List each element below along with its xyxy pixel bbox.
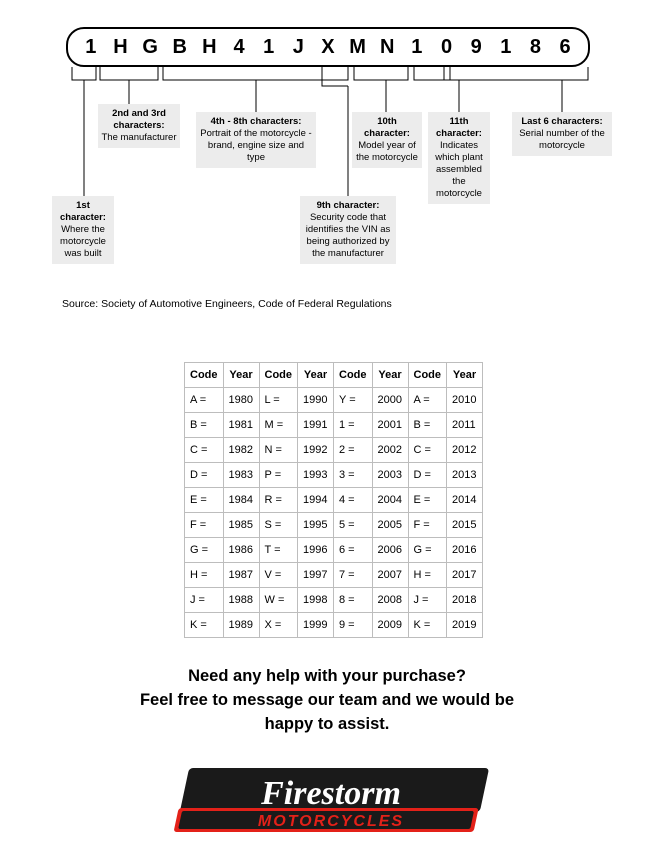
cell-code: H = [185,563,224,588]
cell-code: F = [408,513,447,538]
cell-code: X = [259,613,298,638]
logo-subtitle: MOTORCYCLES [257,813,405,830]
help-message [60,664,594,736]
callout-title: 4th - 8th characters: [210,116,302,127]
cell-code: G = [185,538,224,563]
callout-title: Last 6 characters: [521,116,603,127]
cell-year: 1982 [223,438,259,463]
cell-code: 2 = [334,438,373,463]
table-row [185,438,483,463]
callout-title: 9th character: [316,200,380,211]
callout-body: Portrait of the motorcycle - brand, engine size and type [200,128,312,163]
vin-char: 9 [470,35,482,58]
cell-year: 1994 [298,488,334,513]
cell-code: W = [259,588,298,613]
callout-tenth-character [352,112,422,168]
cell-year: 2019 [447,613,483,638]
cell-code: A = [185,388,224,413]
callout-body: Model year of the motorcycle [356,140,418,163]
cell-year: 2000 [372,388,408,413]
cell-code: 3 = [334,463,373,488]
cell-year: 1993 [298,463,334,488]
column-header: Code [185,363,224,388]
table-row [185,388,483,413]
cell-code: T = [259,538,298,563]
cell-year: 2008 [372,588,408,613]
table-row [185,538,483,563]
column-header: Year [298,363,334,388]
vin-char: 4 [233,35,245,58]
callout-title: 11th character: [436,116,482,139]
table-row [185,588,483,613]
callout-eleventh-character [428,112,490,204]
cell-year: 2016 [447,538,483,563]
cell-year: 1984 [223,488,259,513]
table-row [185,613,483,638]
firestorm-motorcycles-logo [168,764,494,840]
cell-code: J = [408,588,447,613]
vin-char: H [202,35,217,58]
cell-code: A = [408,388,447,413]
callout-body: Serial number of the motorcycle [519,128,605,151]
cell-year: 2012 [447,438,483,463]
cell-year: 2009 [372,613,408,638]
callout-first-character [52,196,114,264]
callout-body: Security code that identifies the VIN as being authorized by the manufacturer [305,212,391,259]
cell-code: N = [259,438,298,463]
cell-code: 8 = [334,588,373,613]
cell-code: 9 = [334,613,373,638]
vin-char: J [292,35,304,58]
cell-code: L = [259,388,298,413]
vin-char: N [380,35,395,58]
cell-year: 1981 [223,413,259,438]
table-row [185,413,483,438]
callout-body: The manufacturer [101,132,177,143]
year-code-table-wrapper [184,362,483,638]
cell-code: S = [259,513,298,538]
vin-char: 6 [559,35,571,58]
year-code-table [184,362,483,638]
cell-code: P = [259,463,298,488]
cell-year: 1999 [298,613,334,638]
table-header-row [185,363,483,388]
help-line-1: Need any help with your purchase? [188,667,466,685]
vin-char: 0 [440,35,453,58]
cell-year: 1995 [298,513,334,538]
vin-char: G [142,35,158,58]
help-line-2: Feel free to message our team and we would be [139,691,515,709]
cell-code: R = [259,488,298,513]
column-header: Year [447,363,483,388]
cell-code: K = [408,613,447,638]
cell-year: 2002 [372,438,408,463]
cell-code: 7 = [334,563,373,588]
cell-year: 1983 [223,463,259,488]
cell-code: B = [185,413,224,438]
help-line-3: happy to assist. [264,715,390,733]
cell-year: 2010 [447,388,483,413]
cell-year: 2005 [372,513,408,538]
table-row [185,563,483,588]
cell-year: 1990 [298,388,334,413]
vin-char: 1 [85,35,97,58]
callout-ninth-character [300,196,396,264]
cell-year: 2001 [372,413,408,438]
vin-char: M [349,35,366,58]
cell-code: C = [185,438,224,463]
column-header: Code [408,363,447,388]
cell-code: D = [408,463,447,488]
cell-code: V = [259,563,298,588]
cell-year: 2017 [447,563,483,588]
logo-name: Firestorm [261,775,401,812]
column-header: Year [372,363,408,388]
cell-year: 2013 [447,463,483,488]
vin-char: B [172,35,187,58]
cell-code: K = [185,613,224,638]
cell-code: 1 = [334,413,373,438]
cell-code: E = [185,488,224,513]
vin-char: 1 [411,35,423,58]
cell-code: 5 = [334,513,373,538]
cell-year: 1998 [298,588,334,613]
column-header: Code [334,363,373,388]
cell-year: 2004 [372,488,408,513]
callout-second-third-characters [98,104,180,148]
callout-title: 1st character: [60,200,106,223]
column-header: Code [259,363,298,388]
vin-char: 8 [529,35,541,58]
vin-char: X [321,35,335,58]
cell-code: 6 = [334,538,373,563]
cell-year: 2011 [447,413,483,438]
cell-code: Y = [334,388,373,413]
column-header: Year [223,363,259,388]
callout-last-six-characters [512,112,612,156]
cell-year: 1985 [223,513,259,538]
table-row [185,463,483,488]
callout-body: Where the motorcycle was built [60,224,106,259]
cell-code: C = [408,438,447,463]
cell-code: E = [408,488,447,513]
cell-year: 2006 [372,538,408,563]
cell-code: F = [185,513,224,538]
source-note: Source: Society of Automotive Engineers, Code of Federal Regulations [62,298,392,310]
cell-year: 2003 [372,463,408,488]
cell-year: 1986 [223,538,259,563]
cell-year: 2018 [447,588,483,613]
cell-year: 1989 [223,613,259,638]
table-row [185,513,483,538]
cell-year: 1988 [223,588,259,613]
callout-title: 2nd and 3rd characters: [112,108,166,131]
table-row [185,488,483,513]
cell-year: 1996 [298,538,334,563]
cell-year: 2014 [447,488,483,513]
callout-body: Indicates which plant assembled the motorcycle [435,140,483,199]
cell-year: 1992 [298,438,334,463]
cell-code: 4 = [334,488,373,513]
vin-char: H [113,35,128,58]
cell-code: G = [408,538,447,563]
callout-title: 10th character: [364,116,410,139]
cell-code: H = [408,563,447,588]
vin-char: 1 [500,35,512,58]
cell-year: 1997 [298,563,334,588]
cell-year: 1980 [223,388,259,413]
cell-code: D = [185,463,224,488]
vin-char: 1 [263,35,275,58]
cell-code: M = [259,413,298,438]
cell-year: 1991 [298,413,334,438]
cell-year: 1987 [223,563,259,588]
cell-code: J = [185,588,224,613]
cell-year: 2007 [372,563,408,588]
callout-fourth-eighth-characters [196,112,316,168]
vin-number-strip [66,27,590,67]
cell-year: 2015 [447,513,483,538]
cell-code: B = [408,413,447,438]
